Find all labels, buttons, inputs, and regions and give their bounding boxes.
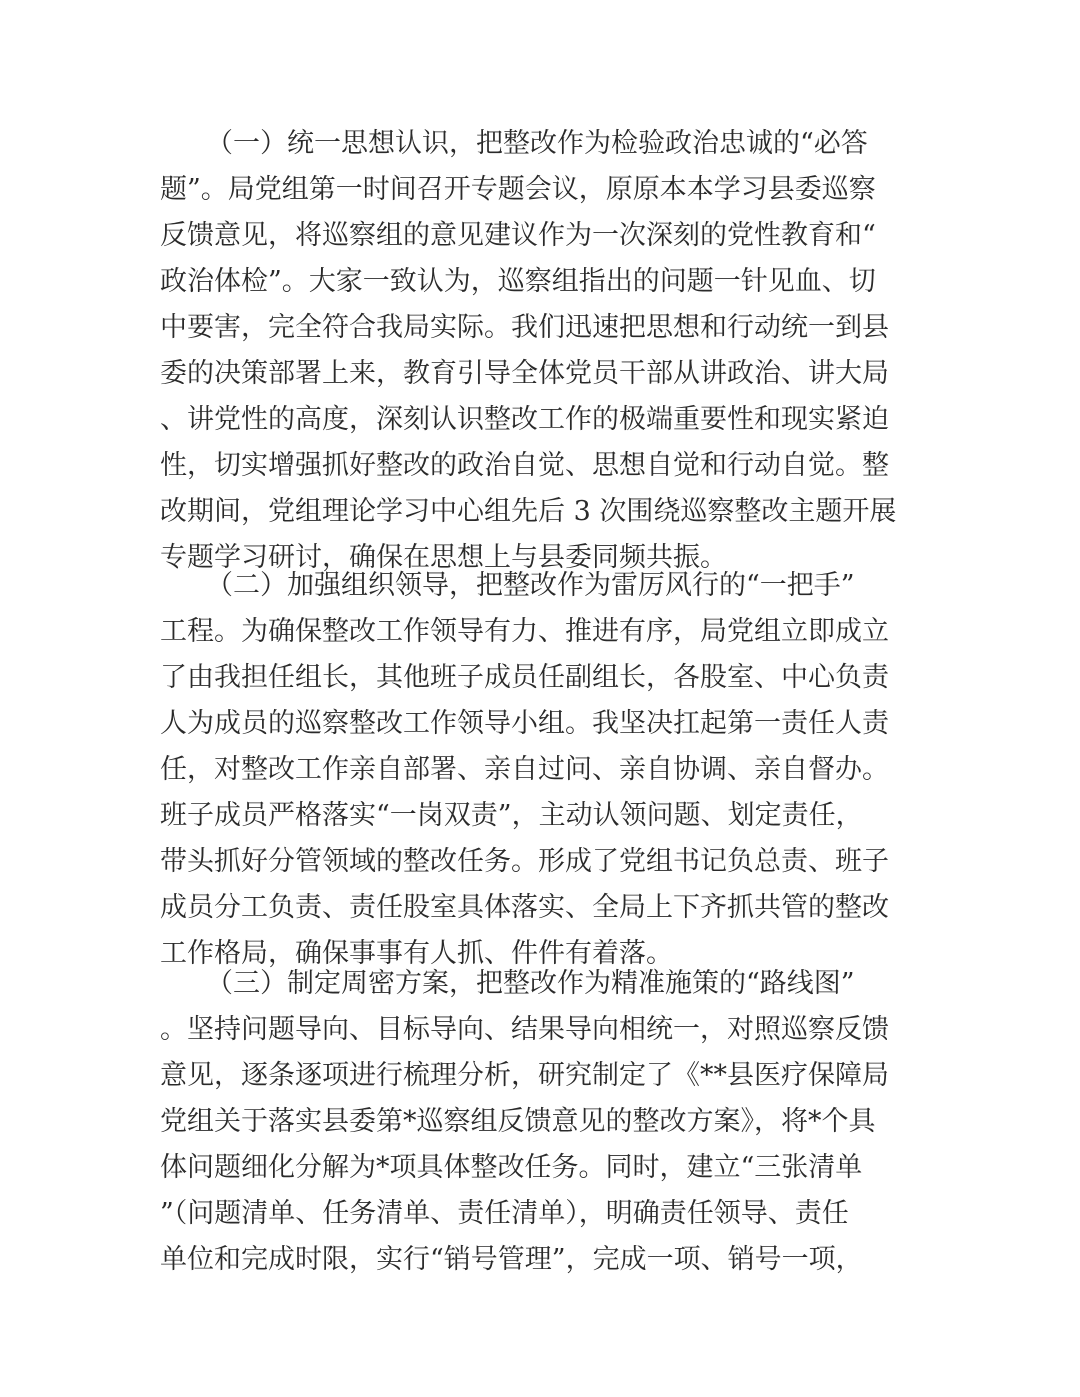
text-line: 班子成员严格落实“一岗双责”，主动认领问题、划定责任， (160, 800, 863, 831)
text-line: 性，切实增强抓好整改的政治自觉、思想自觉和行动自觉。整 (160, 450, 889, 481)
paragraph-1 (160, 121, 930, 581)
text-line: （三）制定周密方案，把整改作为精准施策的“路线图” (206, 968, 855, 999)
text-line: （二）加强组织领导，把整改作为雷厉风行的“一把手” (206, 570, 855, 601)
text-line: 中要害，完全符合我局实际。我们迅速把思想和行动统一到县 (160, 312, 889, 343)
paragraph-3 (160, 961, 930, 1283)
text-line: 题”。局党组第一时间召开专题会议，原原本本学习县委巡察 (160, 174, 876, 205)
text-line: 意见，逐条逐项进行梳理分析，研究制定了《**县医疗保障局 (160, 1060, 889, 1091)
text-line: 、讲党性的高度，深刻认识整改工作的极端重要性和现实紧迫 (160, 404, 889, 435)
text-line: 专题学习研讨，确保在思想上与县委同频共振。 (160, 542, 727, 573)
text-line: 单位和完成时限，实行“销号管理”，完成一项、销号一项， (160, 1244, 863, 1275)
text-line: 体问题细化分解为*项具体整改任务。同时，建立“三张清单 (160, 1152, 863, 1183)
text-line: 委的决策部署上来，教育引导全体党员干部从讲政治、讲大局 (160, 358, 889, 389)
text-line: 反馈意见，将巡察组的意见建议作为一次深刻的党性教育和“ (160, 220, 876, 251)
text-line: 改期间，党组理论学习中心组先后 3 次围绕巡察整改主题开展 (160, 496, 897, 527)
text-line: 人为成员的巡察整改工作领导小组。我坚决扛起第一责任人责 (160, 708, 889, 739)
text-line: 成员分工负责、责任股室具体落实、全局上下齐抓共管的整改 (160, 892, 889, 923)
text-line: 带头抓好分管领域的整改任务。形成了党组书记负总责、班子 (160, 846, 889, 877)
paragraph-2 (160, 563, 930, 977)
text-line: 工程。为确保整改工作领导有力、推进有序，局党组立即成立 (160, 616, 889, 647)
text-line: 政治体检”。大家一致认为，巡察组指出的问题一针见血、切 (160, 266, 876, 297)
text-line: （一）统一思想认识，把整改作为检验政治忠诚的“必答 (206, 128, 868, 159)
text-line: ”（问题清单、任务清单、责任清单），明确责任领导、责任 (160, 1198, 849, 1229)
text-line: 。坚持问题导向、目标导向、结果导向相统一，对照巡察反馈 (160, 1014, 889, 1045)
text-line: 党组关于落实县委第*巡察组反馈意见的整改方案》，将*个具 (160, 1106, 876, 1137)
text-line: 了由我担任组长，其他班子成员任副组长，各股室、中心负责 (160, 662, 889, 693)
text-line: 工作格局，确保事事有人抓、件件有着落。 (160, 938, 673, 969)
text-line: 任，对整改工作亲自部署、亲自过问、亲自协调、亲自督办。 (160, 754, 889, 785)
